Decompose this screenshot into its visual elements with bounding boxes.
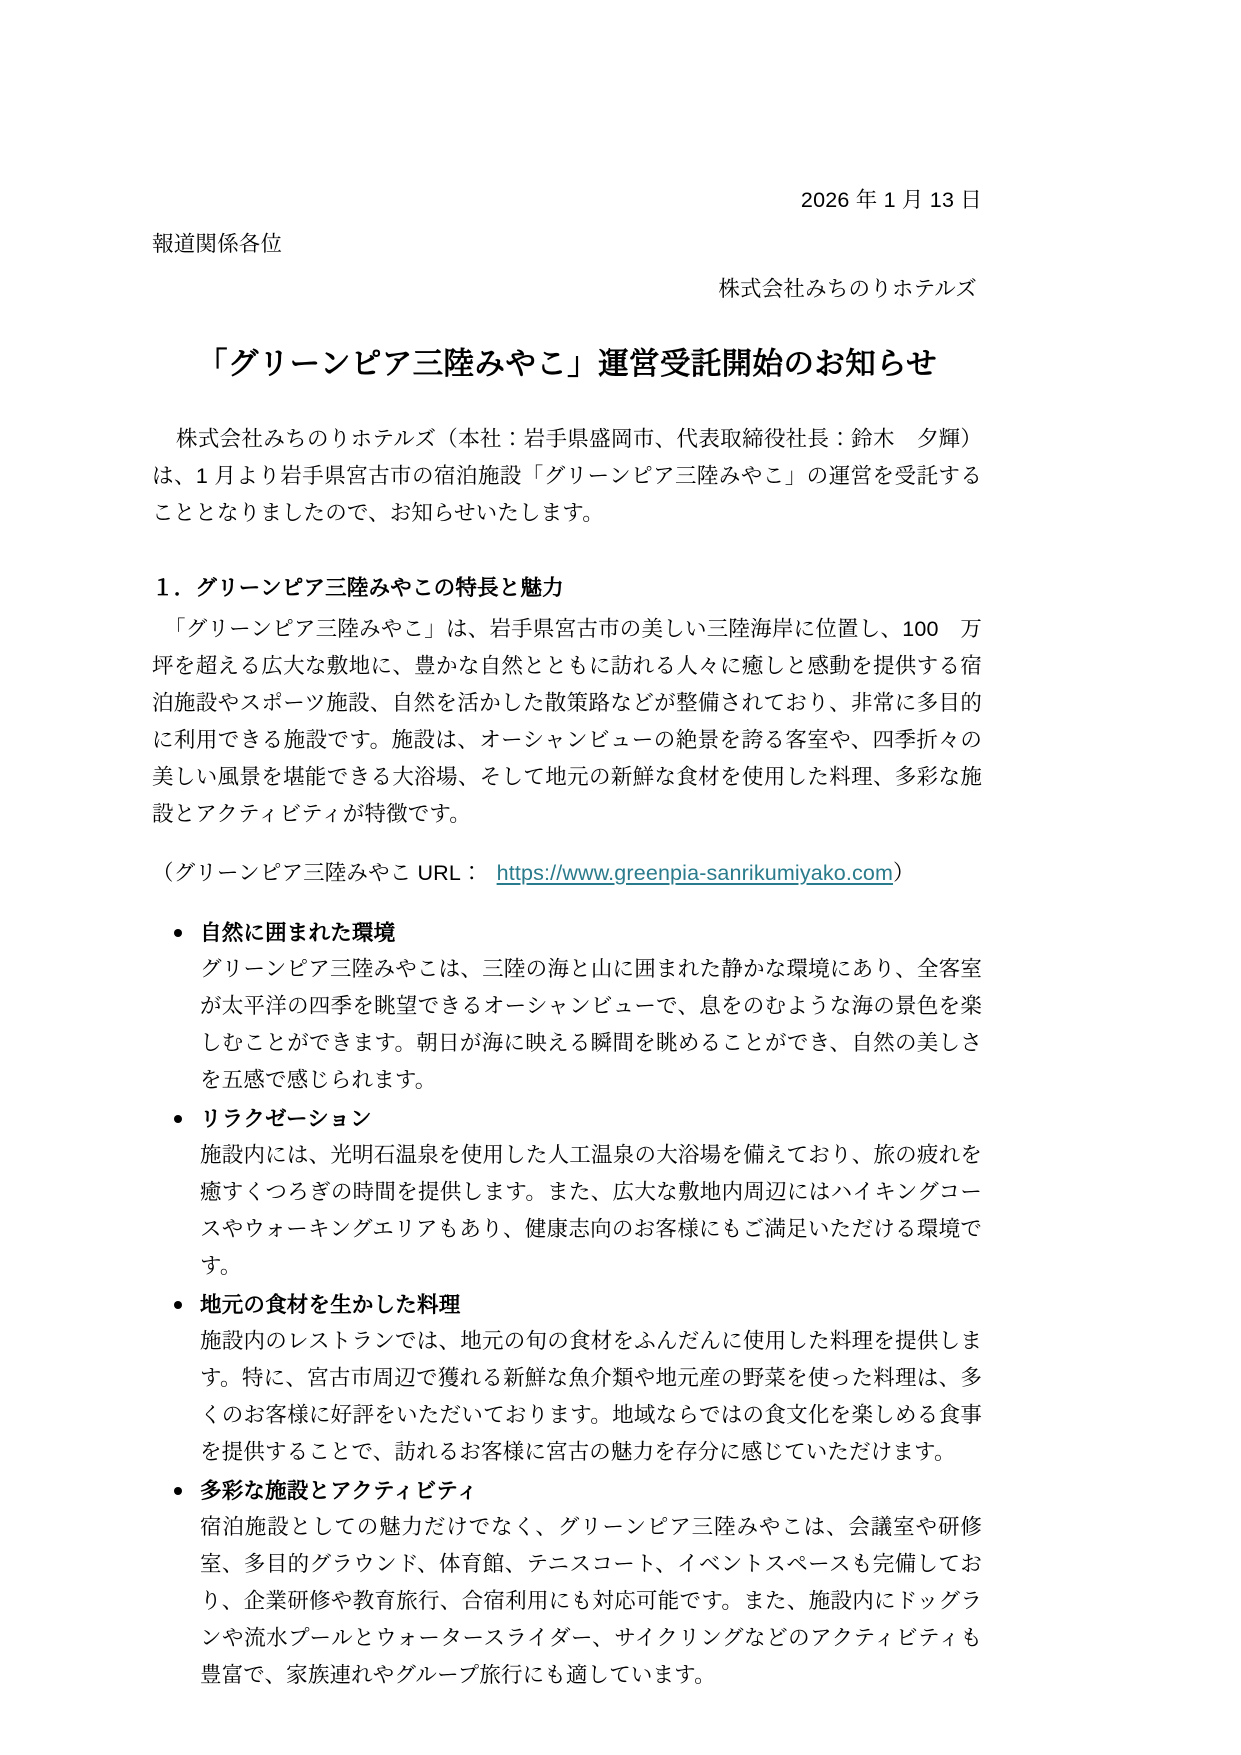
bullet-point-icon — [174, 1487, 182, 1495]
document-date: 2026 年 1 月 13 日 — [800, 188, 982, 212]
intro-paragraph: 株式会社みちのりホテルズ（本社：岩手県盛岡市、代表取締役社長：鈴木 夕輝）は、1 月より岩手県宮古市の宿泊施設「グリーンピア三陸みやこ」の運営を受託することとなりましたので、お知らせいたします。 — [152, 427, 982, 525]
bullet-point-icon — [174, 929, 182, 937]
addressee-line: 報道関係各位 — [152, 231, 283, 256]
section-1-heading: １．グリーンピア三陸みやこの特長と魅力 — [152, 575, 564, 600]
feature-text: グリーンピア三陸みやこは、三陸の海と山に囲まれた静かな環境にあり、全客室が太平洋の四季を眺望できるオーシャンビューで、息をのむような海の景色を楽しむことができます。朝日が海に映える瞬間を眺めることができ、自然の美しさを五感で感じられます。 — [200, 956, 982, 1092]
feature-text: 施設内のレストランでは、地元の旬の食材をふんだんに使用した料理を提供します。特に、宮古市周辺で獲れる新鮮な魚介類や地元産の野菜を使った料理は、多くのお客様に好評をいただいております。地域ならではの食文化を楽しめる食事を提供することで、訪れるお客様に宮古の魅力を存分に感じていただけます。 — [200, 1328, 982, 1464]
bullet-point-icon — [174, 1115, 182, 1123]
url-prefix-label: （グリーンピア三陸みやこ URL： — [152, 860, 483, 885]
section-1-body: 「グリーンピア三陸みやこ」は、岩手県宮古市の美しい三陸海岸に位置し、100 万坪を超える広大な敷地に、豊かな自然とともに訪れる人々に癒しと感動を提供する宿泊施設やスポーツ施設、自然を活かした散策路などが整備されており、非常に多目的に利用できる施設です。施設は、オーシャンビューの絶景を誇る客室や、四季折々の美しい風景を堪能できる大浴場、そして地元の新鮮な食材を使用した料理、多彩な施設とアクティビティが特徴です。 — [152, 617, 982, 827]
feature-title: 地元の食材を生かした料理 — [200, 1292, 461, 1317]
feature-text: 施設内には、光明石温泉を使用した人工温泉の大浴場を備えており、旅の疲れを癒すくつろぎの時間を提供します。また、広大な敷地内周辺にはハイキングコースやウォーキングエリアもあり、健康志向のお客様にもご満足いただける環境です。 — [200, 1142, 982, 1278]
list-item — [152, 1290, 982, 1471]
issuing-company: 株式会社みちのりホテルズ — [718, 277, 977, 301]
feature-title: 自然に囲まれた環境 — [200, 920, 396, 945]
url-suffix-label: ） — [893, 860, 915, 885]
url-line — [152, 855, 982, 892]
list-item — [152, 1104, 982, 1285]
list-item — [152, 1476, 982, 1694]
document-content — [152, 0, 982, 1694]
bullet-point-icon — [174, 1301, 182, 1309]
feature-text: 宿泊施設としての魅力だけでなく、グリーンピア三陸みやこは、会議室や研修室、多目的グラウンド、体育館、テニスコート、イベントスペースも完備しており、企業研修や教育旅行、合宿利用にも対応可能です。また、施設内にドッグランや流水プールとウォータースライダー、サイクリングなどのアクティビティも豊富で、家族連れやグループ旅行にも適しています。 — [200, 1515, 982, 1687]
page-title: 「グリーンピア三陸みやこ」運営受託開始のお知らせ — [196, 346, 938, 381]
feature-list — [152, 918, 982, 1694]
feature-title: 多彩な施設とアクティビティ — [200, 1478, 479, 1503]
feature-title: リラクゼーション — [200, 1106, 372, 1131]
list-item — [152, 918, 982, 1099]
greenpia-website-link[interactable]: https://www.greenpia-sanrikumiyako.com — [496, 860, 894, 885]
